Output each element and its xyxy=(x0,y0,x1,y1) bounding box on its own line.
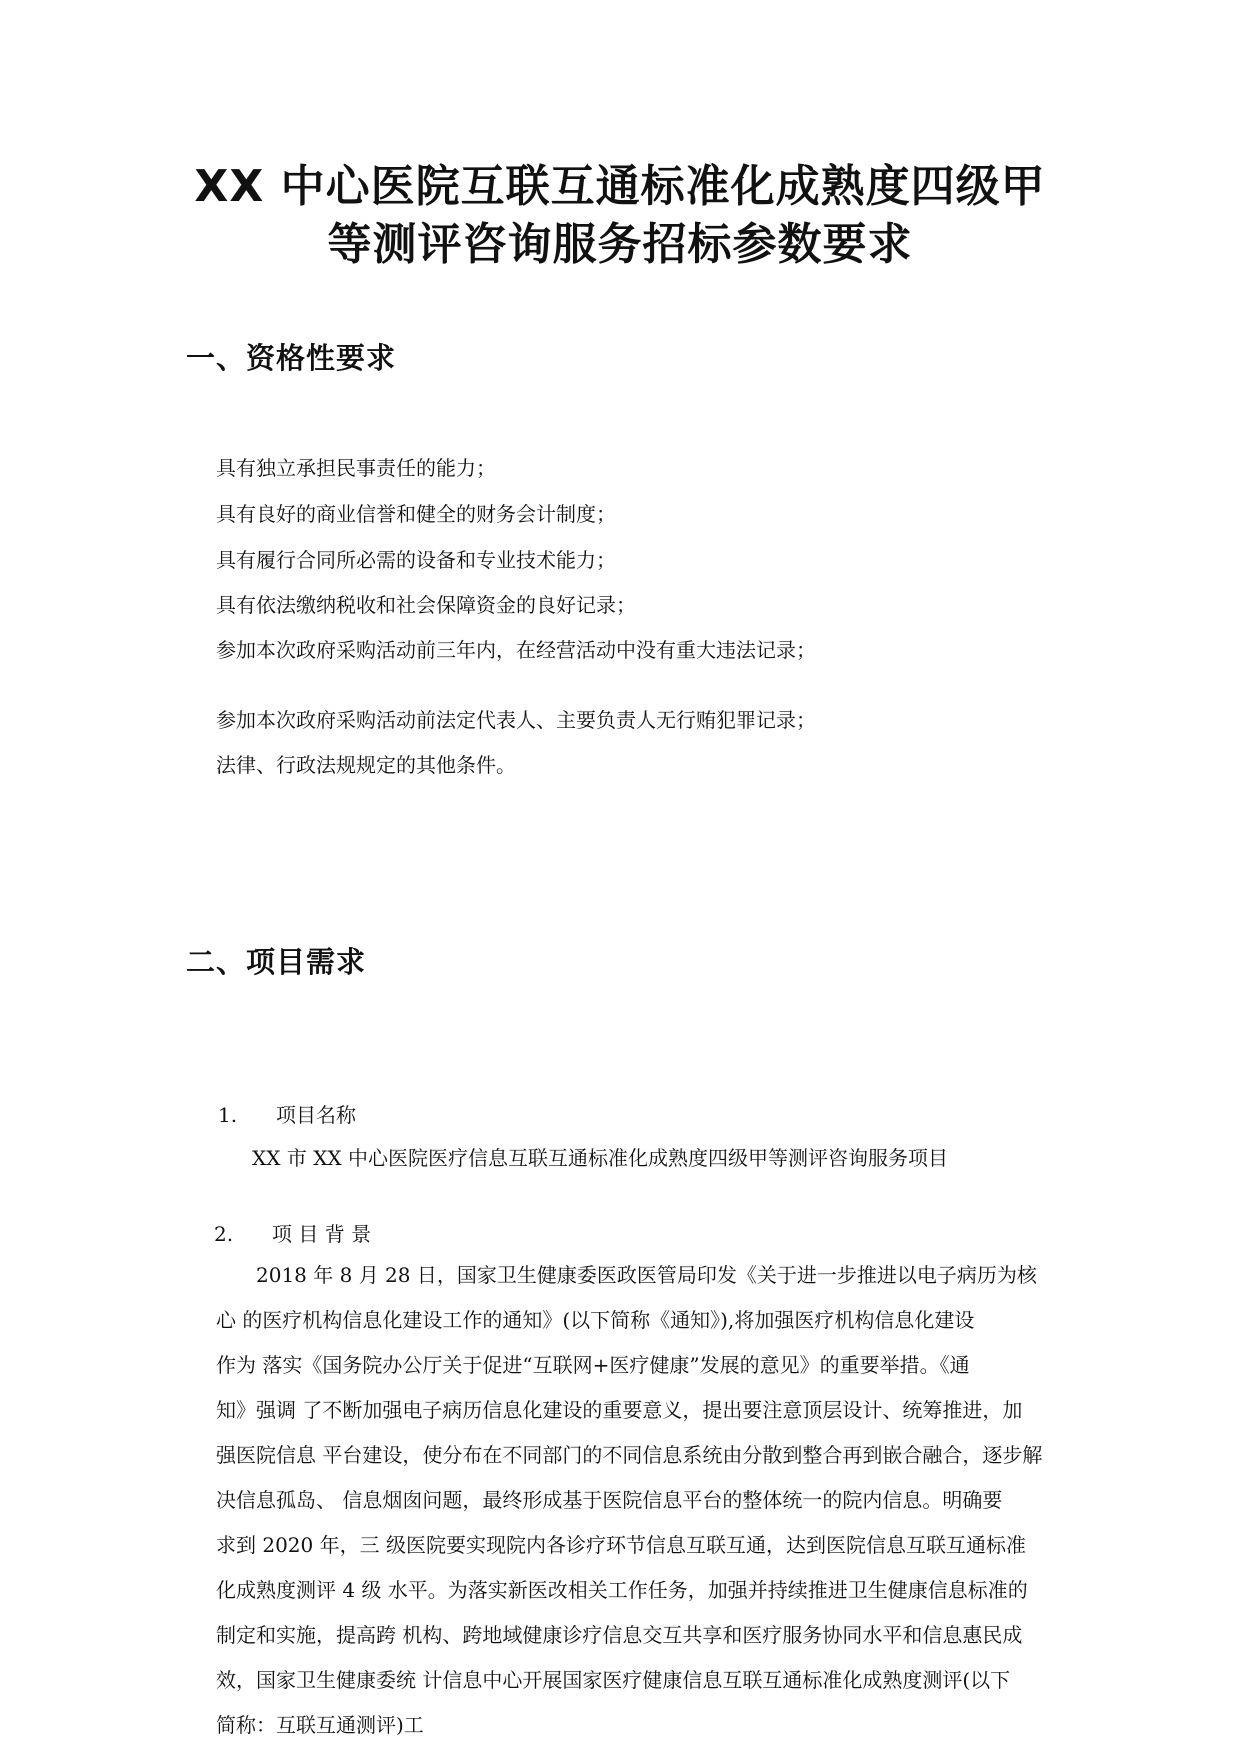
qualification-item: 具有履行合同所必需的设备和专业技术能力； xyxy=(216,548,616,572)
document-title-line-2: 等测评咨询服务招标参数要求 xyxy=(327,219,913,270)
qualification-item: 具有依法缴纳税收和社会保障资金的良好记录； xyxy=(216,593,636,617)
document-title-line-1: XX 中心医院互联互通标准化成熟度四级甲 xyxy=(194,161,1046,212)
paragraph-line: 求到 2020 年，三 级医院要实现院内各诊疗环节信息互联互通，达到医院信息互联互通标准 xyxy=(216,1533,1026,1557)
item-number: 1. xyxy=(218,1103,238,1127)
item-label: 项目名称 xyxy=(276,1103,356,1127)
paragraph-line: 化成熟度测评 4 级 水平。为落实新医改相关工作任务，加强并持续推进卫生健康信息标准的 xyxy=(216,1578,1028,1602)
paragraph-line: 作为 落实《国务院办公厅关于促进“互联网+医疗健康”发展的意见》的重要举措。《通 xyxy=(216,1353,970,1377)
qualification-item: 参加本次政府采购活动前法定代表人、主要负责人无行贿犯罪记录； xyxy=(216,708,816,732)
paragraph-line: 心 的医疗机构信息化建设工作的通知》(以下简称《通知》),将加强医疗机构信息化建设 xyxy=(216,1308,975,1332)
project-name-value: XX 市 XX 中心医院医疗信息互联互通标准化成熟度四级甲等测评咨询服务项目 xyxy=(252,1146,949,1170)
paragraph-line: 制定和实施，提高跨 机构、跨地域健康诊疗信息交互共享和医疗服务协同水平和信息惠民成 xyxy=(216,1623,1023,1647)
qualification-item: 法律、行政法规规定的其他条件。 xyxy=(216,753,516,777)
paragraph-line: 知》强调 了不断加强电子病历信息化建设的重要意义，提出要注意顶层设计、统筹推进，加 xyxy=(216,1398,1023,1422)
paragraph-line: 强医院信息 平台建设，使分布在不同部门的不同信息系统由分散到整合再到嵌合融合，逐步解 xyxy=(216,1443,1043,1467)
item-label: 项 目 背 景 xyxy=(272,1222,372,1246)
qualification-item: 具有良好的商业信誉和健全的财务会计制度； xyxy=(216,502,616,526)
item-number: 2. xyxy=(214,1222,234,1246)
qualification-item: 参加本次政府采购活动前三年内，在经营活动中没有重大违法记录； xyxy=(216,638,816,662)
paragraph-line: 效，国家卫生健康委统 计信息中心开展国家医疗健康信息互联互通标准化成熟度测评(以下 xyxy=(216,1668,1011,1692)
section-heading-qualification: 一、资格性要求 xyxy=(186,341,397,375)
paragraph-line: 2018 年 8 月 28 日，国家卫生健康委医政医管局印发《关于进一步推进以电子病历为核 xyxy=(216,1263,1037,1287)
project-background-paragraph xyxy=(216,1253,1056,1748)
document-title xyxy=(150,158,1090,274)
item-heading-project-name xyxy=(218,1100,518,1130)
paragraph-line: 决信息孤岛、 信息烟囱问题，最终形成基于医院信息平台的整体统一的院内信息。明确要 xyxy=(216,1488,1003,1512)
qualification-item: 具有独立承担民事责任的能力； xyxy=(216,456,496,480)
paragraph-line: 简称：互联互通测评)工 xyxy=(216,1713,424,1737)
section-heading-project-requirements: 二、项目需求 xyxy=(186,945,367,979)
item-heading-project-background xyxy=(214,1219,514,1249)
